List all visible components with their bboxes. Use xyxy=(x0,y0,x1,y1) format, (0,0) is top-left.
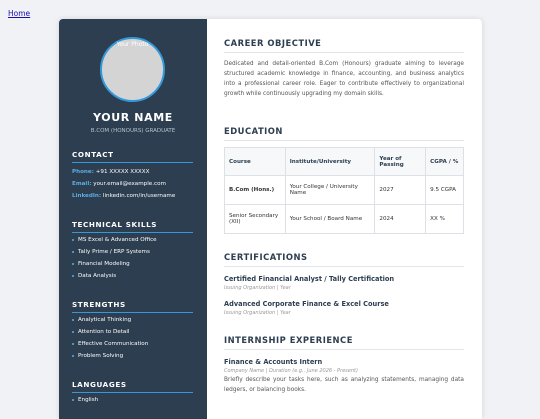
strengths-list xyxy=(72,317,193,359)
table-cell: B.Com (Hons.) xyxy=(225,176,286,205)
table-row xyxy=(225,176,464,205)
contact-title: CONTACT xyxy=(72,150,193,163)
contact-linkedin xyxy=(72,193,193,199)
list-item: Attention to Detail xyxy=(72,329,193,335)
resume-page xyxy=(59,19,482,419)
list-item: English xyxy=(72,397,193,403)
list-item: Data Analysis xyxy=(72,273,193,279)
table-cell: 2024 xyxy=(375,205,426,234)
list-item: Financial Modeling xyxy=(72,261,193,267)
contact-email xyxy=(72,181,193,187)
skills-title: TECHNICAL SKILLS xyxy=(72,220,193,233)
table-cell: 9.5 CGPA xyxy=(426,176,464,205)
contact-email-key: Email: xyxy=(72,181,92,187)
table-cell: XX % xyxy=(426,205,464,234)
internship-description: Briefly describe your tasks here, such as analyzing statements, managing data ledgers, or balancing books. xyxy=(224,377,464,393)
table-header: CGPA / % xyxy=(426,148,464,176)
internship-role: Finance & Accounts Intern xyxy=(224,358,323,366)
certification-name: Certified Financial Analyst / Tally Certification xyxy=(224,275,395,283)
skills-list xyxy=(72,237,193,279)
contact-email-value: your.email@example.com xyxy=(93,181,166,187)
objective-title: CAREER OBJECTIVE xyxy=(224,38,464,53)
certification-item xyxy=(224,300,464,316)
contact-phone-key: Phone: xyxy=(72,169,94,175)
list-item: Problem Solving xyxy=(72,353,193,359)
table-header-row xyxy=(225,148,464,176)
contact-section xyxy=(72,150,193,199)
contact-linkedin-key: LinkedIn: xyxy=(72,193,102,199)
list-item: MS Excel & Advanced Office xyxy=(72,237,193,243)
internship-meta: Company Name | Duration (e.g., June 2026 - Present) xyxy=(224,368,358,374)
table-row xyxy=(225,205,464,234)
profile-photo-placeholder xyxy=(100,37,165,102)
list-item: Analytical Thinking xyxy=(72,317,193,323)
languages-title: LANGUAGES xyxy=(72,380,193,393)
table-header: Course xyxy=(225,148,286,176)
table-cell: 2027 xyxy=(375,176,426,205)
strengths-title: STRENGTHS xyxy=(72,300,193,313)
certification-name: Advanced Corporate Finance & Excel Course xyxy=(224,300,389,308)
contact-phone xyxy=(72,169,193,175)
table-cell: Your College / University Name xyxy=(285,176,375,205)
table-cell: Your School / Board Name xyxy=(285,205,375,234)
candidate-degree: B.COM (HONOURS) GRADUATE xyxy=(90,128,176,134)
strengths-section xyxy=(72,300,193,365)
languages-list xyxy=(72,397,193,403)
list-item: Effective Communication xyxy=(72,341,193,347)
photo-label: Your Photo xyxy=(116,41,149,48)
home-link[interactable]: Home xyxy=(8,9,31,18)
table-header: Institute/University xyxy=(285,148,375,176)
education-title: EDUCATION xyxy=(224,126,464,141)
contact-phone-value: +91 XXXXX XXXXX xyxy=(95,169,150,175)
candidate-name: YOUR NAME xyxy=(93,111,173,124)
certifications-title: CERTIFICATIONS xyxy=(224,252,464,267)
certification-meta: Issuing Organization | Year xyxy=(224,310,291,316)
list-item: Tally Prime / ERP Systems xyxy=(72,249,193,255)
skills-section xyxy=(72,220,193,285)
resume-sidebar xyxy=(59,19,207,419)
certification-meta: Issuing Organization | Year xyxy=(224,285,291,291)
internship-title: INTERNSHIP EXPERIENCE xyxy=(224,335,464,350)
certification-item xyxy=(224,275,464,291)
table-header: Year of Passing xyxy=(375,148,426,176)
education-table xyxy=(224,147,464,234)
internship-item xyxy=(224,358,464,374)
table-cell: Senior Secondary (XII) xyxy=(225,205,286,234)
contact-linkedin-value: linkedin.com/in/username xyxy=(102,193,176,199)
objective-text: Dedicated and detail-oriented B.Com (Honours) graduate aiming to leverage structured academic knowledge in finance, accounting, and business analytics into a professional career role. Eager to contribute effectively to organizational growth while continuously upgrading my domain skills. xyxy=(224,61,464,97)
